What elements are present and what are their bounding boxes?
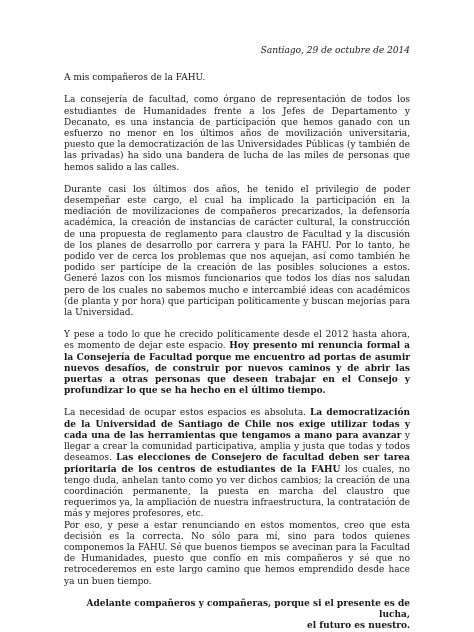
paragraph-3-resignation: Hoy presento mi renuncia formal a la Consejería de Facultad porque me encuentro ad portas de asumir nuevos desafíos, de construir por nuevos caminos y de abrir las puertas a otras personas que deseen trabajar en el Consejo y profundizar lo que se ha hecho en el último tiempo. — [64, 341, 411, 397]
paragraph-4-part-e: los cuales, no tengo duda, anhelan tanto como yo ver dichos cambios; la creación de una coordinación permanente, la puesta en marcha del claustro que requerimos ya, la ampliación de nuestra infraestructura, la contratación de más y mejores profesores, etc. — [64, 464, 410, 520]
paragraph-1: La consejería de facultad, como órgano de representación de todos los estudiantes de Humanidades frente a los Jefes de Departamento y Decanato, es una instancia de participación que hemos ganado con un esfuerzo no menor en los últimos años de movilización universitaria, puesto que la democratización de las Universidades Públicas (y también de las privadas) ha sido una bandera de lucha de las miles de personas que hemos salido a las calles. — [64, 95, 410, 173]
closing-line-2: el futuro es nuestro. — [307, 621, 410, 632]
paragraph-4-part-a: La necesidad de ocupar estos espacios es absoluta. — [64, 408, 311, 419]
letter-greeting: A mis compañeros de la FAHU. — [64, 73, 206, 84]
paragraph-3-intro: Y pese a todo lo que he crecido políticamente desde el 2012 hasta ahora, es momento de dejar este espacio. — [64, 330, 410, 352]
paragraph-5: Por eso, y pese a estar renunciando en estos momentos, creo que esta decisión es la correcta. No sólo para mí, sino para todos quienes componemos la FAHU. Sé que buenos tiempos se avecinan para la Facultad de Humanidades, puesto que confío en mis compañeros y sé que no retrocederemos en este largo camino que hemos emprendido desde hace ya un buen tiempo. — [64, 520, 410, 587]
paragraph-4-part-b: La democratización de la Universidad de Santiago de Chile nos exige utilizar todas y cada una de las herramientas que tengamos a mano para avanzar — [64, 408, 410, 441]
paragraph-4-part-d: Las elecciones de Consejero de facultad deben ser tarea prioritaria de los centros de estudiantes de la FAHU — [64, 453, 410, 475]
letter-date: Santiago, 29 de octubre de 2014 — [260, 46, 410, 56]
closing-line-1: Adelante compañeros y compañeras, porque si el presente es de lucha, — [86, 598, 410, 620]
paragraph-4 — [64, 408, 410, 520]
paragraph-4-part-c: y llegar a crear la comunidad participativa, amplia y justa que todas y todos deseamos. — [64, 430, 410, 464]
paragraph-2: Durante casi los últimos dos años, he tenido el privilegio de poder desempeñar este cargo, el cual ha implicado la participación en la mediación de movilizaciones de compañeros precarizados, la defensoría académica, la creación de instancias de carácter cultural, la construcción de una propuesta de reglamento para claustro de Facultad y la discusión de los planes de desarrollo por carrera y para la FAHU. Por lo tanto, he podido ver de cerca los problemas que nos aquejan, así como también he podido ser partícipe de la creación de las posibles soluciones a estos. Generé lazos con los mismos funcionarios que todos los días nos saludan pero de los cuales no sabemos mucho e intercambié ideas con académicos (de planta y por hora) que participan políticamente y buscan mejorías para la Universidad. — [64, 184, 410, 319]
letter-closing — [64, 599, 410, 632]
letter — [64, 46, 410, 632]
paragraph-3 — [64, 330, 410, 397]
